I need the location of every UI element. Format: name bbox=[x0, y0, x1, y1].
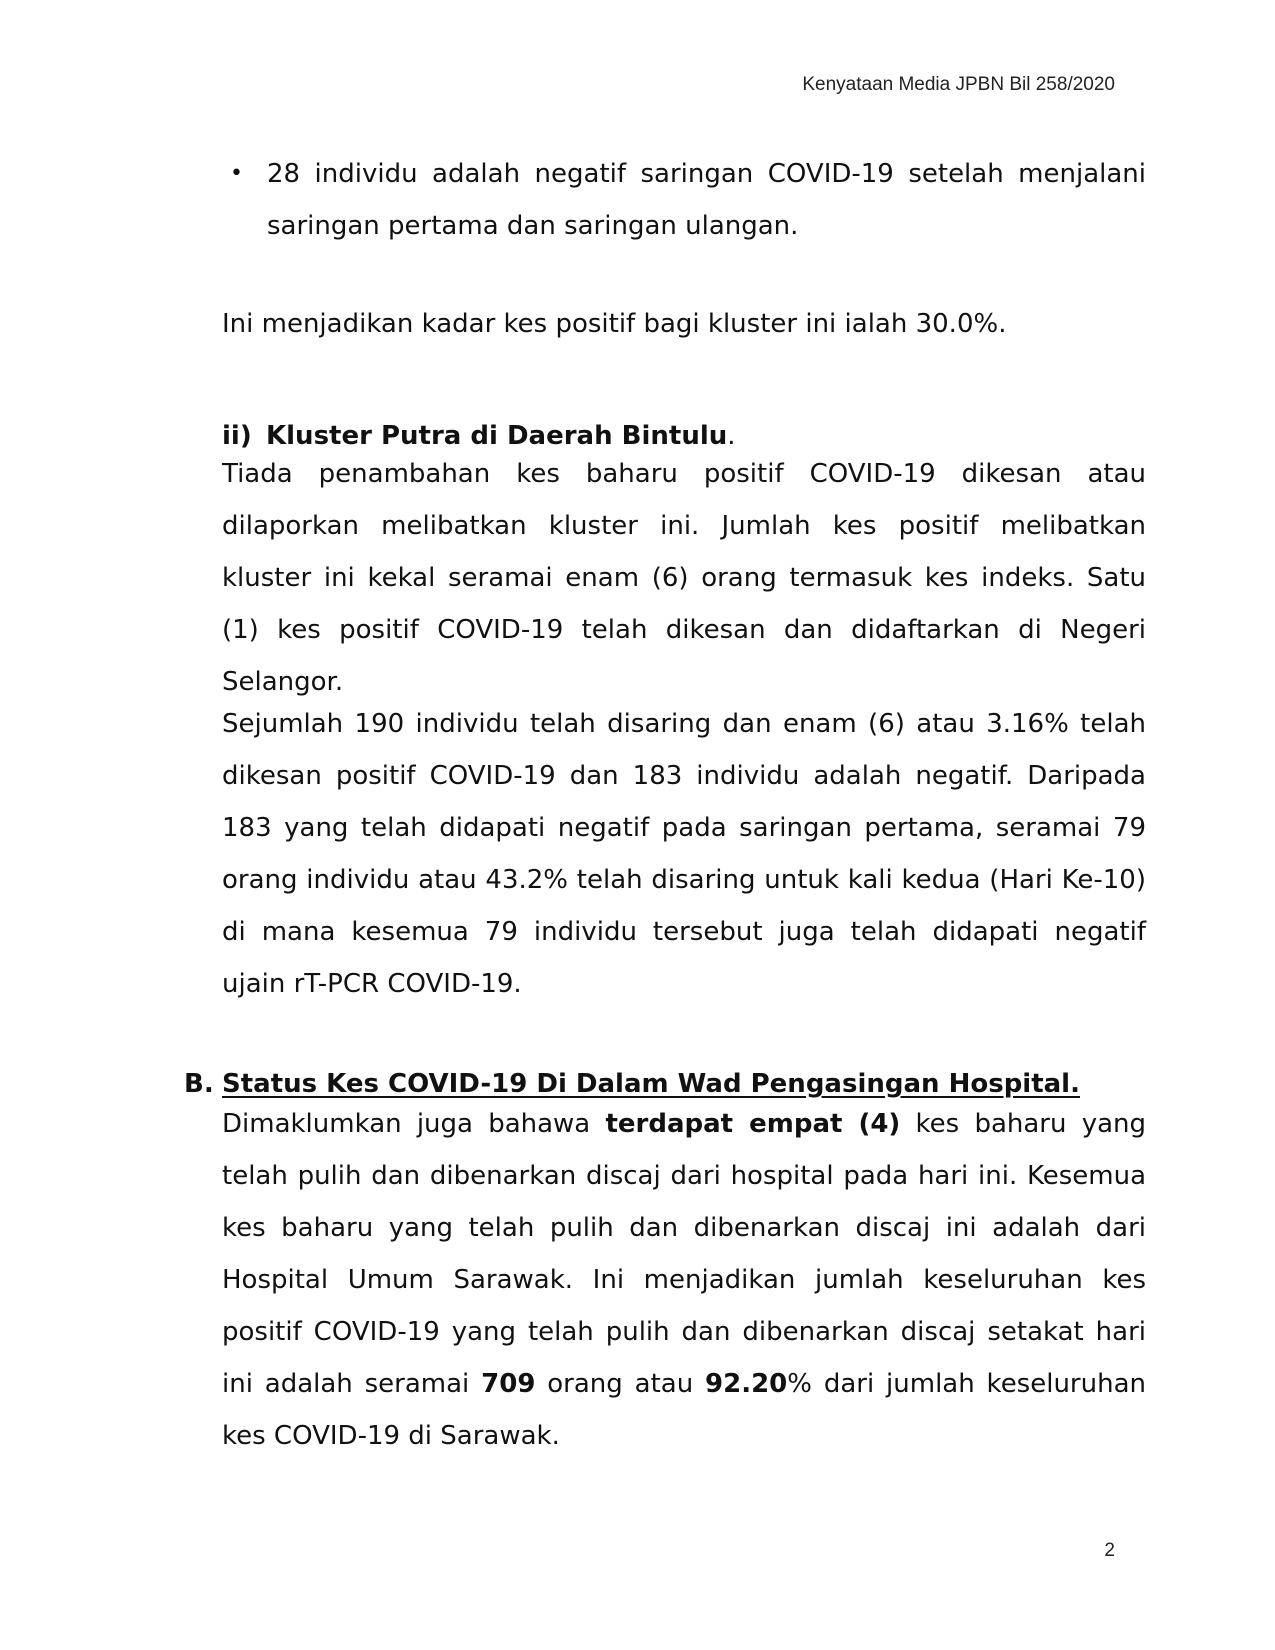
discharge-text-3: orang atau bbox=[535, 1369, 706, 1399]
subsection-period: . bbox=[727, 421, 736, 451]
document-reference: Kenyataan Media JPBN Bil 258/2020 bbox=[802, 74, 1115, 95]
discharge-text-1: Dimaklumkan juga bahawa bbox=[222, 1109, 606, 1139]
putra-cluster-paragraph-1: Tiada penambahan kes baharu positif COVID-19 dikesan atau dilaporkan melibatkan kluster ini. Jumlah kes positif melibatkan kluster ini kekal seramai enam (6) orang termasuk kes indeks. Satu (1) kes positif COVID-19 telah dikesan dan didaftarkan di Negeri Selangor. bbox=[222, 459, 1146, 697]
positive-rate-paragraph: Ini menjadikan kadar kes positif bagi kluster ini ialah 30.0%. bbox=[222, 309, 1007, 339]
bullet-item bbox=[222, 148, 1146, 252]
bullet-icon: • bbox=[230, 161, 243, 186]
page-number: 2 bbox=[1104, 1540, 1115, 1561]
putra-cluster-paragraph-2: Sejumlah 190 individu telah disaring dan enam (6) atau 3.16% telah dikesan positif COVID-19 dan 183 individu adalah negatif. Daripada 183 yang telah didapati negatif pada saringan pertama, seramai 79 orang individu atau 43.2% telah disaring untuk kali kedua (Hari Ke-10) di mana kesemua 79 individu tersebut juga telah didapati negatif ujain rT-PCR COVID-19. bbox=[222, 709, 1146, 999]
section-letter: B. bbox=[184, 1069, 214, 1099]
subsection-number: ii) bbox=[222, 421, 252, 451]
bullet-text: 28 individu adalah negatif saringan COVID-19 setelah menjalani saringan pertama dan saringan ulangan. bbox=[267, 159, 1146, 241]
discharge-text-4: % dari jumlah keseluruhan kes COVID-19 di Sarawak. bbox=[222, 1369, 1146, 1451]
discharge-paragraph bbox=[222, 1098, 1146, 1462]
section-title: Status Kes COVID-19 Di Dalam Wad Pengasingan Hospital. bbox=[222, 1069, 1080, 1099]
recovered-total-bold: 709 bbox=[481, 1369, 536, 1399]
subsection-title: Kluster Putra di Daerah Bintulu bbox=[266, 421, 728, 451]
discharge-text-2: kes baharu yang telah pulih dan dibenarkan discaj dari hospital pada hari ini. Kesemua kes baharu yang telah pulih dan dibenarkan discaj ini adalah dari Hospital Umum Sarawak. Ini menjadikan jumlah keseluruhan kes positif COVID-19 yang telah pulih dan dibenarkan discaj setakat hari ini adalah seramai bbox=[222, 1109, 1146, 1399]
recovered-percent-bold: 92.20 bbox=[705, 1369, 788, 1399]
discharge-count-bold: terdapat empat (4) bbox=[605, 1109, 901, 1139]
